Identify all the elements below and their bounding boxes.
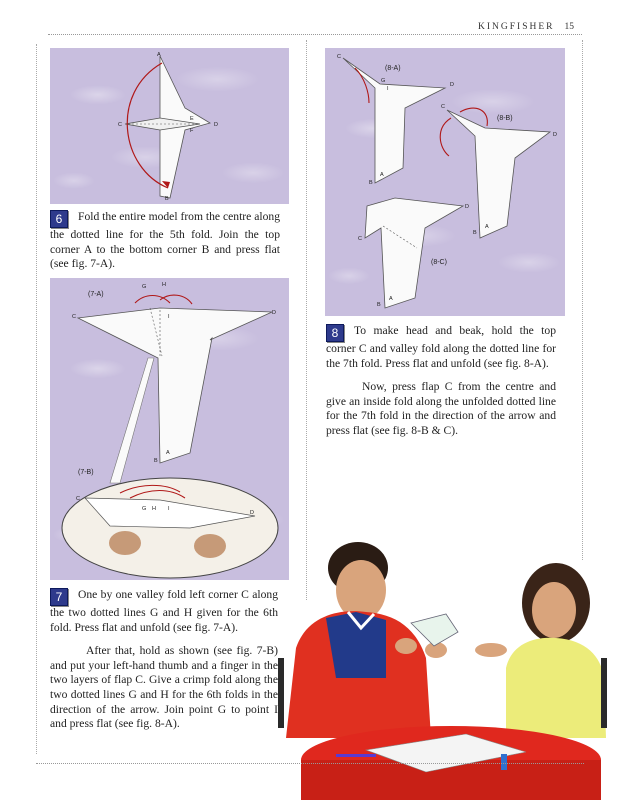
- fig-8a-point-d: D: [450, 82, 454, 88]
- figure-7-panel: [50, 278, 289, 580]
- fig-8a-label: (8-A): [385, 65, 401, 72]
- fig-8c-point-d: D: [465, 204, 469, 210]
- figure-8-diagram: [325, 48, 565, 316]
- running-header: [478, 22, 574, 32]
- fig-7a-point-i: I: [168, 314, 170, 320]
- step-8: [326, 324, 556, 448]
- fig-7a-point-b: B: [154, 458, 158, 464]
- fig-8b-point-c: C: [441, 104, 445, 110]
- fig-7b-point-g: G: [142, 506, 147, 512]
- fig-7a-point-h: H: [162, 282, 166, 288]
- children-folding-photo: [266, 528, 617, 800]
- fig-8a-point-g: G: [381, 78, 386, 84]
- step-7: [50, 588, 278, 741]
- point-c-label: C: [118, 122, 122, 128]
- fig-7b-point-d: D: [250, 510, 254, 516]
- point-a-label: A: [157, 52, 161, 58]
- fig-8a-point-a: A: [380, 172, 384, 178]
- children-folding-illustration: [266, 528, 617, 800]
- figure-8-panel: [325, 48, 565, 316]
- step-7-badge: 7: [50, 588, 68, 606]
- fig-7b-point-c: C: [76, 496, 80, 502]
- header-title: KINGFISHER: [478, 22, 555, 32]
- fig-8c-point-c: C: [358, 236, 362, 242]
- fig-7b-label: (7-B): [78, 469, 94, 476]
- fig-7a-point-g: G: [142, 284, 147, 290]
- step-8-text-1: To make head and beak, hold the top corner C and valley fold along the dotted line for the 7th fold. Press flat and unfold (see fig. 8-A).: [326, 324, 556, 370]
- point-f-label: F: [190, 128, 194, 134]
- fig-8a-point-c: C: [337, 54, 341, 60]
- fig-8c-label: (8-C): [431, 259, 447, 266]
- step-6-badge: 6: [50, 210, 68, 228]
- figure-6-diagram: [50, 48, 289, 204]
- point-b-label: B: [165, 196, 169, 202]
- step-6: [50, 210, 280, 281]
- fig-7a-point-d: D: [272, 310, 276, 316]
- fig-8c-point-a: A: [389, 296, 393, 302]
- fig-7a-label: (7-A): [88, 291, 104, 298]
- fig-7b-point-i: I: [168, 506, 170, 512]
- top-rule: [48, 34, 582, 35]
- fig-8b-point-a: A: [485, 224, 489, 230]
- bottom-rule: [36, 763, 584, 764]
- right-margin-rule: [582, 40, 583, 560]
- step-8-text-2: Now, press flap C from the centre and give an inside fold along the unfolded dotted line for the 7th fold in the direction of the arrow and press flat (see fig. 8-B & C).: [326, 380, 556, 437]
- step-7-text-1: One by one valley fold left corner C along the two dotted lines G and H given for the 6th fold. Press flat and unfold (see fig. 7-A).: [50, 588, 278, 634]
- point-d-label: D: [214, 122, 218, 128]
- step-6-text: Fold the entire model from the centre along the dotted line for the 5th fold. Join the top corner A to the bottom corner B and press flat (see fig. 7-A).: [50, 210, 280, 271]
- fig-8a-point-i: I: [387, 86, 389, 92]
- column-divider: [306, 40, 307, 600]
- step-8-badge: 8: [326, 324, 344, 342]
- fig-7a-point-c: C: [72, 314, 76, 320]
- fig-8c-point-b: B: [377, 302, 381, 308]
- figure-6-panel: [50, 48, 289, 204]
- fig-8b-label: (8-B): [497, 115, 513, 122]
- fig-7b-point-h: H: [152, 506, 156, 512]
- fig-7a-point-a: A: [166, 450, 170, 456]
- figure-7-diagram: [50, 278, 289, 580]
- point-e-label: E: [190, 116, 194, 122]
- left-margin-rule: [36, 44, 37, 754]
- page-number: 15: [564, 22, 574, 32]
- step-7-text-2: After that, hold as shown (see fig. 7-B) and put your left-hand thumb and a finger in the two layers of flap C. Give a crimp fold along the two dotted lines G and H for the 6th folds in the direction of the arrow. Join point G to point I and press flat (see fig. 8-A).: [50, 644, 278, 731]
- fig-8b-point-b: B: [473, 230, 477, 236]
- fig-8b-point-d: D: [553, 132, 557, 138]
- fig-8a-point-b: B: [369, 180, 373, 186]
